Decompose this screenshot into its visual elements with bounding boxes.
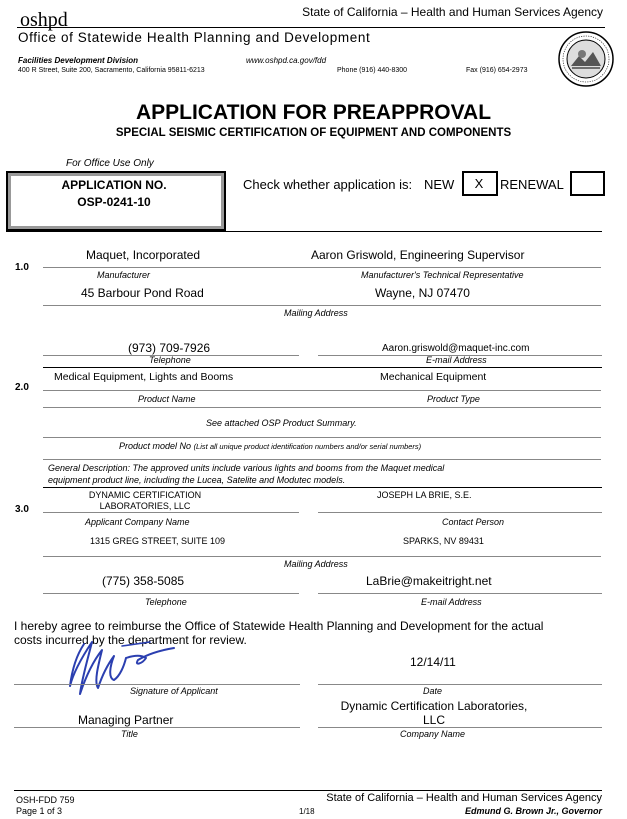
svg-text:oshpd: oshpd <box>20 9 68 31</box>
applicant-mailing-rule <box>43 556 601 557</box>
contact-rule <box>318 512 602 513</box>
section3-top-rule <box>43 487 602 488</box>
signer-title-value: Managing Partner <box>78 713 174 727</box>
product-type-label: Product Type <box>427 394 480 404</box>
applicant-city-value: SPARKS, NV 89431 <box>403 536 484 546</box>
telephone-label: Telephone <box>149 355 191 365</box>
section2-top-rule <box>43 367 602 368</box>
office-use-label: For Office Use Only <box>66 158 154 169</box>
product-rule <box>43 390 601 391</box>
model-value: See attached OSP Product Summary. <box>206 418 357 428</box>
applicant-telephone-label: Telephone <box>145 597 187 607</box>
applicant-telephone-rule <box>43 593 299 594</box>
company-value-line1: DYNAMIC CERTIFICATION <box>88 490 202 500</box>
product-name-value: Medical Equipment, Lights and Booms <box>54 371 234 383</box>
telephone-value: (973) 709-7926 <box>128 341 211 355</box>
mailing-rule <box>43 305 601 306</box>
renewal-label: RENEWAL <box>500 177 564 192</box>
company-name-label: Company Name <box>400 729 466 739</box>
governor: Edmund G. Brown Jr., Governor <box>464 806 602 816</box>
manufacturer-value: Maquet, Incorporated <box>86 248 201 262</box>
applicant-street-value: 1315 GREG STREET, SUITE 109 <box>90 536 226 546</box>
application-number: OSP-0241-10 <box>77 195 151 209</box>
form-subtitle: SPECIAL SEISMIC CERTIFICATION OF EQUIPMENT AND COMPONENTS <box>115 127 512 139</box>
description-line2: equipment product line, including the Lucea, Satelite and Modutec models. <box>48 475 346 485</box>
revision-date: 1/18 <box>299 807 315 816</box>
section3-number: 3.0 <box>15 504 29 515</box>
agreement-line1: I hereby agree to reimburse the Office of Statewide Health Planning and Development for the actual <box>14 619 544 633</box>
city-value: Wayne, NJ 07470 <box>375 286 470 300</box>
email-value: Aaron.griswold@maquet-inc.com <box>382 343 530 354</box>
signature-date-value: 12/14/11 <box>410 655 456 669</box>
state-seal-icon <box>557 30 615 88</box>
renewal-checkbox[interactable] <box>570 171 605 196</box>
form-number: OSH-FDD 759 <box>16 795 75 805</box>
manufacturer-label: Manufacturer <box>97 270 151 280</box>
company-value-line2: LABORATORIES, LLC <box>99 501 191 511</box>
technical-rep-label: Manufacturer's Technical Representative <box>361 270 524 280</box>
product-name-label: Product Name <box>138 394 196 404</box>
title-label: Title <box>121 729 138 739</box>
title-rule <box>14 727 300 728</box>
company-rule <box>43 512 299 513</box>
signature-rule <box>14 684 300 685</box>
logo-rule <box>17 27 605 28</box>
contact-value: JOSEPH LA BRIE, S.E. <box>377 490 472 500</box>
manufacturer-rule <box>43 267 601 268</box>
model-note: (List all unique product identification numbers and/or serial numbers) <box>193 442 422 451</box>
form-title: APPLICATION FOR PREAPPROVAL <box>135 101 492 124</box>
street-value: 45 Barbour Pond Road <box>81 286 204 300</box>
agreement-line2: costs incurred by the department for review. <box>14 633 247 647</box>
new-checkbox-mark: X <box>474 176 484 191</box>
section1-number: 1.0 <box>15 262 29 273</box>
check-label: Check whether application is: <box>243 177 413 192</box>
footer-rule <box>14 790 602 791</box>
applicant-mailing-label: Mailing Address <box>284 559 348 569</box>
agency-top: State of California – Health and Human Services Agency <box>302 5 603 19</box>
section1-top-rule <box>6 231 602 232</box>
new-label: NEW <box>424 177 455 192</box>
contact-label: Contact Person <box>442 517 505 527</box>
website: www.oshpd.ca.gov/fdd <box>246 56 327 65</box>
description-line1: General Description: The approved units include various lights and booms from the Maquet medical <box>48 463 445 473</box>
date-label: Date <box>423 686 443 696</box>
signature-label: Signature of Applicant <box>130 686 218 696</box>
applicant-email-rule <box>318 593 602 594</box>
model-label: Product model No <box>119 441 192 451</box>
date-rule <box>318 684 602 685</box>
signer-company-line1: Dynamic Certification Laboratories, <box>340 699 528 713</box>
applicant-email-value: LaBrie@makeitright.net <box>366 574 492 588</box>
section2-number: 2.0 <box>15 382 29 393</box>
application-number-label: APPLICATION NO. <box>61 178 167 192</box>
applicant-telephone-value: (775) 358-5085 <box>102 574 185 588</box>
product-label-rule <box>43 407 601 408</box>
mailing-label: Mailing Address <box>284 308 348 318</box>
signer-company-line2: LLC <box>422 713 445 727</box>
footer-agency: State of California – Health and Human Services Agency <box>326 792 602 804</box>
page-number: Page 1 of 3 <box>16 806 63 816</box>
company-name-rule <box>318 727 602 728</box>
company-label: Applicant Company Name <box>85 517 190 527</box>
model-rule <box>43 437 601 438</box>
office-phone: Phone (916) 440-8300 <box>337 67 408 74</box>
office-name: Office of Statewide Health Planning and Development <box>18 30 371 45</box>
email-label: E-mail Address <box>426 355 487 365</box>
model-label-group <box>119 441 421 451</box>
office-address: 400 R Street, Suite 200, Sacramento, California 95811-6213 <box>18 67 205 74</box>
model-label-rule <box>43 459 601 460</box>
office-fax: Fax (916) 654-2973 <box>466 67 528 74</box>
product-type-value: Mechanical Equipment <box>380 371 487 383</box>
technical-rep-value: Aaron Griswold, Engineering Supervisor <box>311 248 525 262</box>
division-name: Facilities Development Division <box>18 56 139 65</box>
applicant-email-label: E-mail Address <box>421 597 482 607</box>
